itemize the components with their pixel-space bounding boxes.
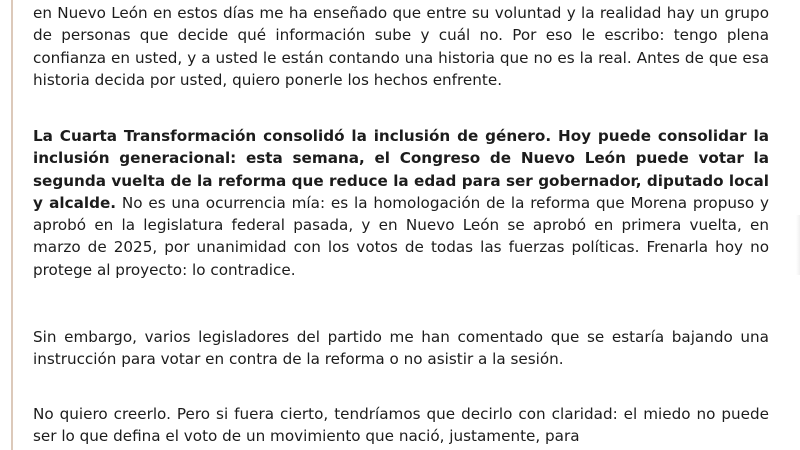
- right-edge-shadow: [796, 215, 800, 275]
- paragraph-4-text: No quiero creerlo. Pero si fuera cierto, tendríamos que decirlo con claridad: el miedo no puede ser lo que defina el voto de un movimiento que nació, justamente, para: [33, 405, 769, 446]
- paragraph-3-text: Sin embargo, varios legisladores del partido me han comentado que se estaría bajando una instrucción para votar en contra de la reforma o no asistir a la sesión.: [33, 328, 769, 369]
- paragraph-3: [33, 326, 769, 371]
- paragraph-4: [33, 403, 769, 448]
- paragraph-2-text: No es una ocurrencia mía: es la homologación de la reforma que Morena propuso y aprobó en la legislatura federal pasada, y en Nuevo León se aprobó en primera vuelta, en marzo de 2025, por unanimidad con los votos de todas las fuerzas políticas. Frenarla hoy no protege al proyecto: lo contradice.: [33, 193, 769, 279]
- paragraph-1-text: en Nuevo León en estos días me ha enseñado que entre su voluntad y la realidad hay un grupo de personas que decide qué información sube y cuál no. Por eso le escribo: tengo plena confianza en usted, y a usted le están contando una historia que no es la real. Antes de que esa historia decida por usted, quiero ponerle los hechos enfrente.: [33, 4, 769, 89]
- left-margin-rule: [11, 0, 13, 450]
- paragraph-1: [33, 2, 769, 91]
- paragraph-2-bold-lead: La Cuarta Transformación consolidó la inclusión de género. Hoy puede consolidar la inclusión generacional: esta semana, el Congreso de Nuevo León puede votar la segunda vuelta de la reforma que reduce la edad para ser gobernador, diputado local y alcalde.: [33, 127, 769, 212]
- letter-body: [33, 0, 769, 450]
- paragraph-2: [33, 125, 769, 281]
